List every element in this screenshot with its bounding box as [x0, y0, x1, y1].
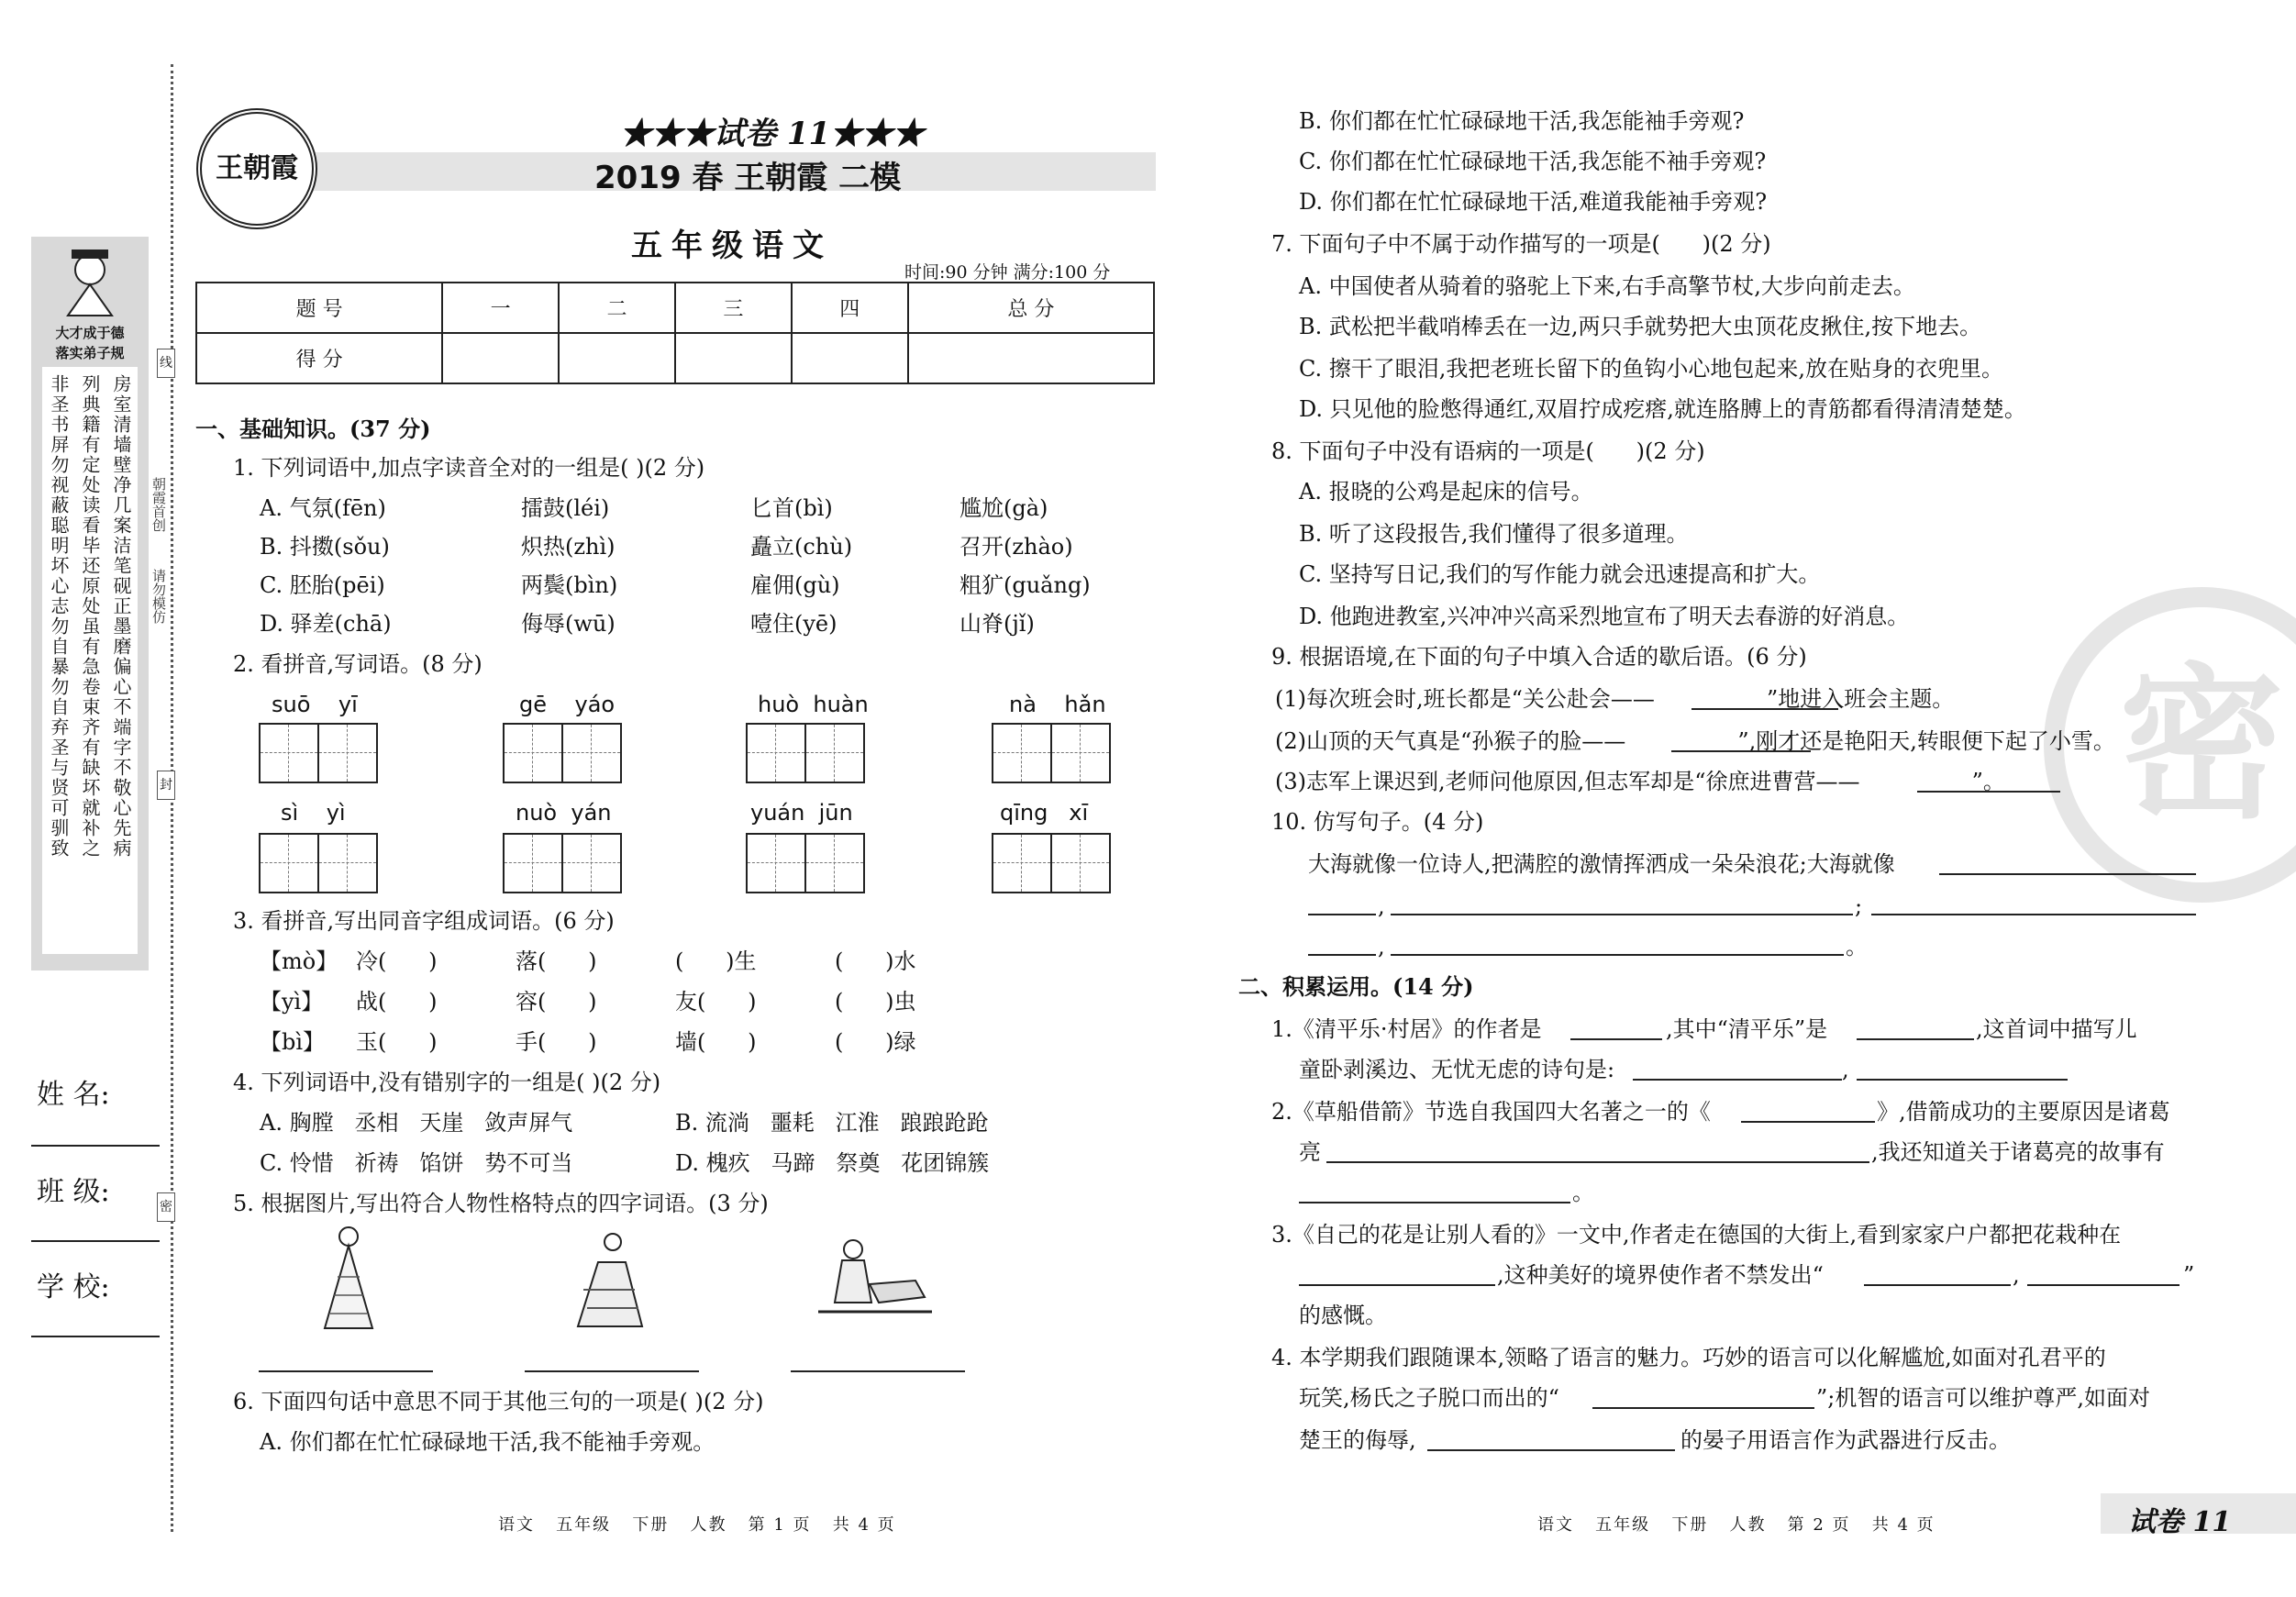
q10-comma: , [1378, 893, 1385, 919]
page-1-footer: 语文 五年级 下册 人教 第 1 页 共 4 页 [498, 1515, 896, 1535]
class-field[interactable] [31, 1240, 160, 1242]
q1-option: 噎住(yē) [750, 611, 837, 637]
score-cell[interactable] [675, 333, 792, 383]
a3-blank[interactable] [1864, 1284, 2011, 1286]
a2-text: 》,借箭成功的主要原因是诸葛 [1877, 1099, 2170, 1125]
score-header-cell: 三 [675, 283, 792, 333]
pinyin-label: yuán jūn [750, 800, 853, 826]
q1-option: 粗犷(guǎng) [959, 572, 1091, 598]
score-cell[interactable] [792, 333, 908, 383]
writing-grid[interactable] [317, 833, 378, 893]
q10-comma-2: , [1378, 934, 1385, 959]
q3-blank: 冷( ) [356, 948, 438, 974]
a2-period: 。 [1572, 1180, 1594, 1205]
score-cell[interactable] [442, 333, 559, 383]
q3-blank: 容( ) [516, 989, 597, 1015]
q5-answer-line[interactable] [525, 1370, 699, 1372]
pinyin-label: gē yáo [519, 692, 616, 717]
q8-option-d: D. 他跑进教室,兴冲冲兴高采烈地宣布了明天去春游的好消息。 [1299, 604, 1910, 629]
side-motto [37, 323, 143, 363]
page-2-footer: 语文 五年级 下册 人教 第 2 页 共 4 页 [1537, 1515, 1936, 1535]
paper-number: ★★★试卷 11★★★ [620, 116, 925, 152]
q4-option: C. 怜惜 祈祷 馅饼 势不可当 [260, 1150, 573, 1176]
a3-text: ,这种美好的境界使作者不禁发出“ [1497, 1262, 1824, 1288]
a1-text: 1.《清平乐·村居》的作者是 [1271, 1016, 1542, 1042]
q6-stem: 6. 下面四句话中意思不同于其他三句的一项是( )(2 分) [233, 1389, 764, 1414]
writing-grid[interactable] [259, 723, 319, 783]
q1-option: 矗立(chù) [750, 534, 853, 560]
score-header-cell: 四 [792, 283, 908, 333]
q3-blank: 墙( ) [675, 1029, 757, 1055]
pinyin-label: suō yī [272, 692, 358, 717]
q1-option: 召开(zhào) [959, 534, 1073, 560]
a4-text: 楚王的侮辱, [1299, 1427, 1416, 1453]
a1-blank[interactable] [1570, 1038, 1662, 1040]
writing-grid[interactable] [804, 833, 865, 893]
score-header-cell: 总 分 [908, 283, 1154, 333]
exam-title: 2019 春 王朝霞 二模 [594, 160, 902, 196]
q3-key: 【bì】 [260, 1029, 326, 1055]
q4-option: D. 槐疚 马蹄 祭奠 花团锦簇 [675, 1150, 990, 1176]
a4-text: 玩笑,杨氏之子脱口而出的“ [1299, 1385, 1559, 1411]
q9-blank-1[interactable] [1691, 708, 1838, 710]
scholar-illustration [31, 242, 149, 325]
q8-option-a: A. 报晓的公鸡是起床的信号。 [1299, 479, 1593, 505]
q7-option-c: C. 擦干了眼泪,我把老班长留下的鱼钩小心地包起来,放在贴身的衣兜里。 [1299, 356, 2004, 382]
q3-key: 【yì】 [260, 989, 324, 1015]
score-cell[interactable] [559, 333, 675, 383]
q10-text: 大海就像一位诗人,把满腔的激情挥洒成一朵朵浪花;大海就像 [1308, 851, 1895, 877]
q10-blank[interactable] [1939, 873, 2196, 875]
q3-blank: ( )绿 [835, 1029, 916, 1055]
motto-line-1: 大才成于德 [55, 325, 125, 341]
score-header-cell: 一 [442, 283, 559, 333]
score-table [195, 282, 1155, 384]
q8-stem: 8. 下面句子中没有语病的一项是( )(2 分) [1271, 438, 1705, 464]
seal-mark-seal: 封 [157, 771, 175, 800]
q1-option: B. 抖擞(sǒu) [260, 534, 390, 560]
secret-seal-watermark: 密 [2044, 587, 2296, 903]
a3-blank[interactable] [1299, 1284, 1495, 1286]
figure-illustration-3 [815, 1229, 936, 1321]
corner-paper-label: 试卷 11 [2128, 1506, 2232, 1538]
q3-blank: 落( ) [516, 948, 597, 974]
q4-option: B. 流淌 噩耗 江淮 踉踉跄跄 [675, 1110, 989, 1136]
q9-item-3: (3)志军上课迟到,老师问他原因,但志军却是“徐庶进曹营—— ”。 [1275, 769, 2005, 794]
a4-text: ”;机智的语言可以维护尊严,如面对 [1816, 1385, 2150, 1411]
a3-comma: , [2013, 1262, 2020, 1288]
a1-blank[interactable] [1857, 1079, 2068, 1081]
q9-stem: 9. 根据语境,在下面的句子中填入合适的歇后语。(6 分) [1271, 644, 1807, 670]
a1-text: 童卧剥溪边、无忧无虑的诗句是: [1299, 1057, 1615, 1082]
q3-blank: 友( ) [675, 989, 757, 1015]
a2-text: 亮 [1299, 1139, 1321, 1165]
section-2-heading: 二、积累运用。(14 分) [1238, 973, 1474, 1000]
subject-title: 五年级语文 [631, 227, 833, 264]
q1-option: 两鬓(bìn) [521, 572, 618, 598]
q1-option: 炽热(zhì) [521, 534, 616, 560]
q6-option-c: C. 你们都在忙忙碌碌地干活,我怎能不袖手旁观? [1299, 149, 1767, 174]
a3-text: 的感慨。 [1299, 1303, 1387, 1328]
a2-blank[interactable] [1741, 1121, 1875, 1123]
q10-blank[interactable] [1871, 914, 2196, 915]
a1-text: ,这首词中描写儿 [1976, 1016, 2137, 1042]
time-score-info: 时间:90 分钟 满分:100 分 [904, 262, 1111, 283]
school-label: 学 校: [37, 1271, 110, 1303]
writing-grid[interactable] [561, 833, 622, 893]
q1-option: 侮辱(wū) [521, 611, 616, 637]
q3-blank: ( )虫 [835, 989, 916, 1015]
score-header-cell: 题 号 [196, 283, 442, 333]
writing-grid[interactable] [259, 833, 319, 893]
score-row-label: 得 分 [196, 333, 442, 383]
writing-grid[interactable] [992, 833, 1052, 893]
q3-blank: 玉( ) [356, 1029, 438, 1055]
brand-logo: 王朝霞 [196, 108, 317, 229]
writing-grid[interactable] [1050, 723, 1111, 783]
q7-stem: 7. 下面句子中不属于动作描写的一项是( )(2 分) [1271, 231, 1771, 257]
q10-blank[interactable] [1391, 914, 1853, 915]
q8-option-b: B. 听了这段报告,我们懂得了很多道理。 [1299, 521, 1689, 547]
a1-blank[interactable] [1633, 1079, 1842, 1081]
score-cell[interactable] [908, 333, 1154, 383]
a4-blank[interactable] [1427, 1449, 1675, 1451]
a1-comma: , [1842, 1057, 1849, 1082]
q10-blank[interactable] [1308, 954, 1376, 956]
q3-blank: ( )水 [835, 948, 916, 974]
q10-semicolon: ; [1855, 893, 1863, 919]
q9-item-2: (2)山顶的天气真是“孙猴子的脸—— ”,刚才还是艳阳天,转眼便下起了小雪。 [1275, 728, 2115, 754]
section-1-heading: 一、基础知识。(37 分) [195, 416, 431, 442]
side-note-1: 朝霞首创 [150, 477, 167, 532]
pinyin-label: nà hǎn [1009, 692, 1106, 717]
figure-illustration-1 [312, 1222, 385, 1332]
q1-option: 匕首(bì) [750, 495, 833, 521]
q3-blank: ( )生 [675, 948, 757, 974]
name-label: 姓 名: [37, 1079, 110, 1111]
pinyin-label: sì yì [281, 800, 346, 826]
writing-grid[interactable] [503, 723, 563, 783]
q6-option-a: A. 你们都在忙忙碌碌地干活,我不能袖手旁观。 [260, 1429, 715, 1455]
q1-stem: 1. 下列词语中,加点字读音全对的一组是( )(2 分) [233, 455, 705, 481]
score-header-cell: 二 [559, 283, 675, 333]
writing-grid[interactable] [503, 833, 563, 893]
a3-text: 3.《自己的花是让别人看的》一文中,作者走在德国的大街上,看到家家户户都把花栽种在 [1271, 1222, 2122, 1248]
q3-blank: 手( ) [516, 1029, 597, 1055]
q7-option-b: B. 武松把半截哨棒丢在一边,两只手就势把大虫顶花皮揪住,按下地去。 [1299, 314, 1982, 339]
rules-column-3: 房室清墙壁净几案洁笔砚正墨磨偏心不端字不敬心先病 [110, 374, 132, 859]
pinyin-label: nuò yán [516, 800, 612, 826]
a1-text: ,其中“清平乐”是 [1666, 1016, 1828, 1042]
q6-option-b: B. 你们都在忙忙碌碌地干活,我怎能袖手旁观? [1299, 108, 1745, 134]
pinyin-label: huò huàn [758, 692, 869, 717]
pinyin-label: qīng xī [1000, 800, 1089, 826]
a2-text: 2.《草船借箭》节选自我国四大名著之一的《 [1271, 1099, 1711, 1125]
writing-grid[interactable] [746, 833, 806, 893]
a2-blank[interactable] [1326, 1161, 1869, 1163]
class-label: 班 级: [37, 1176, 110, 1208]
q6-option-d: D. 你们都在忙忙碌碌地干活,难道我能袖手旁观? [1299, 189, 1768, 215]
writing-grid[interactable] [317, 723, 378, 783]
a4-text: 的晏子用语言作为武器进行反击。 [1680, 1427, 2011, 1453]
q10-period: 。 [1846, 934, 1868, 959]
q3-key: 【mò】 [260, 948, 338, 974]
rules-column-2: 列典籍有定处读看毕还原处虽有急卷束齐有缺坏就补之 [79, 374, 101, 859]
q3-blank: 战( ) [356, 989, 438, 1015]
a4-blank[interactable] [1592, 1407, 1814, 1409]
q5-stem: 5. 根据图片,写出符合人物性格特点的四字词语。(3 分) [233, 1191, 769, 1216]
q10-blank[interactable] [1308, 914, 1376, 915]
seal-mark-line: 线 [157, 349, 175, 378]
q1-option: C. 胚胎(pēi) [260, 572, 385, 598]
writing-grid[interactable] [1050, 833, 1111, 893]
q2-stem: 2. 看拼音,写词语。(8 分) [233, 651, 482, 677]
q1-option: A. 气氛(fēn) [260, 495, 386, 521]
q1-option: 尴尬(gà) [959, 495, 1048, 521]
q4-option: A. 胸膛 丞相 天崖 敛声屏气 [260, 1110, 573, 1136]
q8-option-c: C. 坚持写日记,我们的写作能力就会迅速提高和扩大。 [1299, 561, 1821, 587]
q3-stem: 3. 看拼音,写出同音字组成词语。(6 分) [233, 908, 615, 934]
q4-stem: 4. 下列词语中,没有错别字的一组是( )(2 分) [233, 1070, 661, 1095]
q5-answer-line[interactable] [259, 1370, 433, 1372]
a4-text: 4. 本学期我们跟随课本,领略了语言的魅力。巧妙的语言可以化解尴尬,如面对孔君平的 [1271, 1345, 2106, 1370]
writing-grid[interactable] [992, 723, 1052, 783]
name-field[interactable] [31, 1145, 160, 1147]
school-field[interactable] [31, 1336, 160, 1337]
q7-option-a: A. 中国使者从骑着的骆驼上下来,右手高擎节杖,大步向前走去。 [1299, 273, 1915, 299]
a2-blank[interactable] [1299, 1202, 1570, 1203]
writing-grid[interactable] [561, 723, 622, 783]
writing-grid[interactable] [804, 723, 865, 783]
q7-option-d: D. 只见他的脸憋得通红,双眉拧成疙瘩,就连胳膊上的青筋都看得清清楚楚。 [1299, 396, 2026, 422]
motto-line-2: 落实弟子规 [55, 345, 125, 361]
writing-grid[interactable] [746, 723, 806, 783]
q9-blank-3[interactable] [1917, 791, 2060, 793]
q1-option: D. 驿差(chā) [260, 611, 392, 637]
seal-mark-secret: 密 [157, 1192, 175, 1222]
q9-item-1: (1)每次班会时,班长都是“关公赴会—— ”地进入班会主题。 [1275, 686, 1955, 712]
rules-column-1: 非圣书屏勿视蔽聪明坏心志勿自暴勿自弃圣与贤可驯致 [48, 374, 70, 859]
q1-option: 雇佣(gù) [750, 572, 840, 598]
a3-quote: ” [2183, 1262, 2195, 1288]
q5-answer-line[interactable] [791, 1370, 965, 1372]
a2-text: ,我还知道关于诸葛亮的故事有 [1871, 1139, 2165, 1165]
q10-stem: 10. 仿写句子。(4 分) [1271, 809, 1484, 835]
q9-blank-2[interactable] [1671, 750, 1811, 752]
a1-blank[interactable] [1857, 1038, 1974, 1040]
a3-blank[interactable] [2027, 1284, 2180, 1286]
q1-option: 山脊(jǐ) [959, 611, 1035, 637]
figure-illustration-2 [571, 1225, 648, 1330]
side-note-2: 请勿模仿 [150, 569, 167, 624]
q1-option: 擂鼓(léi) [521, 495, 610, 521]
q10-blank[interactable] [1391, 954, 1844, 956]
